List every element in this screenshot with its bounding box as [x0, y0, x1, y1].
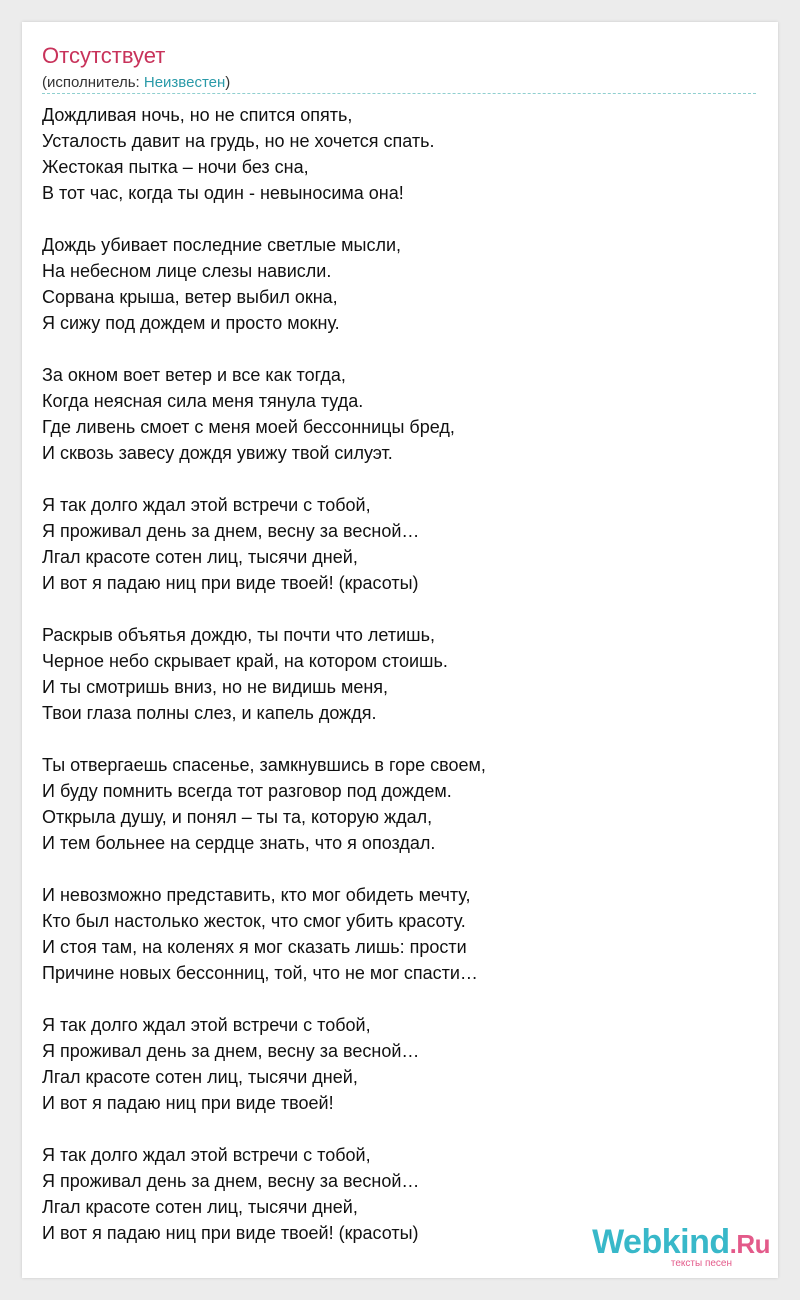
lyric-line: Я так долго ждал этой встречи с тобой,: [42, 1015, 371, 1035]
lyric-line: Лгал красоте сотен лиц, тысячи дней,: [42, 1197, 358, 1217]
logo-tagline: тексты песен: [670, 1258, 732, 1269]
lyric-line: Твои глаза полны слез, и капель дождя.: [42, 703, 377, 723]
lyric-line: Я так долго ждал этой встречи с тобой,: [42, 1145, 371, 1165]
lyric-line: И буду помнить всегда тот разговор под дождем.: [42, 781, 452, 801]
lyric-line: И невозможно представить, кто мог обидеть мечту,: [42, 885, 471, 905]
lyric-line: Когда неясная сила меня тянула туда.: [42, 391, 364, 411]
lyrics-body: [42, 102, 756, 1272]
stanza: [42, 882, 756, 986]
lyric-line: Я сижу под дождем и просто мокну.: [42, 313, 340, 333]
lyric-line: Я так долго ждал этой встречи с тобой,: [42, 495, 371, 515]
lyric-line: Причине новых бессонниц, той, что не мог спасти…: [42, 963, 478, 983]
lyric-line: Лгал красоте сотен лиц, тысячи дней,: [42, 547, 358, 567]
lyric-line: На небесном лице слезы нависли.: [42, 261, 332, 281]
lyric-line: Сорвана крыша, ветер выбил окна,: [42, 287, 338, 307]
lyric-line: В тот час, когда ты один - невыносима она!: [42, 183, 404, 203]
site-logo[interactable]: [570, 1224, 770, 1274]
logo-wordmark: [570, 1224, 770, 1262]
lyric-line: И вот я падаю ниц при виде твоей! (красоты): [42, 573, 419, 593]
stanza: [42, 622, 756, 726]
lyric-line: Я проживал день за днем, весну за весной…: [42, 1041, 420, 1061]
artist-label: (исполнитель:: [42, 74, 144, 91]
lyric-line: Дождь убивает последние светлые мысли,: [42, 235, 402, 255]
stanza: [42, 1012, 756, 1116]
lyric-line: Раскрыв объятья дождю, ты почти что летишь,: [42, 625, 435, 645]
lyric-line: Жестокая пытка – ночи без сна,: [42, 157, 309, 177]
lyric-line: Открыла душу, и понял – ты та, которую ждал,: [42, 807, 433, 827]
lyric-line: И ты смотришь вниз, но не видишь меня,: [42, 677, 389, 697]
lyric-line: Черное небо скрывает край, на котором стоишь.: [42, 651, 448, 671]
lyric-line: Я проживал день за днем, весну за весной…: [42, 1171, 420, 1191]
lyric-line: И стоя там, на коленях я мог сказать лишь: прости: [42, 937, 467, 957]
stanza: [42, 492, 756, 596]
lyric-line: За окном воет ветер и все как тогда,: [42, 365, 346, 385]
lyric-line: И вот я падаю ниц при виде твоей!: [42, 1093, 334, 1113]
lyric-line: Лгал красоте сотен лиц, тысячи дней,: [42, 1067, 358, 1087]
artist-line: [42, 73, 230, 93]
lyric-line: Где ливень смоет с меня моей бессонницы бред,: [42, 417, 455, 437]
artist-close: ): [225, 74, 231, 91]
lyric-line: Я проживал день за днем, весну за весной…: [42, 521, 420, 541]
logo-word: Webkind: [592, 1223, 730, 1261]
song-title: Отсутствует: [42, 43, 166, 68]
stanza: [42, 232, 756, 336]
lyric-line: И сквозь завесу дождя увижу твой силуэт.: [42, 443, 393, 463]
stanza: [42, 362, 756, 466]
lyrics-card: [22, 22, 778, 1278]
logo-tld: .Ru: [729, 1229, 770, 1259]
artist-link[interactable]: Неизвестен: [143, 74, 226, 91]
lyric-line: Дождливая ночь, но не спится опять,: [42, 105, 353, 125]
lyric-line: И вот я падаю ниц при виде твоей! (красоты): [42, 1223, 419, 1243]
lyric-line: Ты отвергаешь спасенье, замкнувшись в горе своем,: [42, 755, 486, 775]
lyric-line: Кто был настолько жесток, что смог убить красоту.: [42, 911, 466, 931]
lyric-line: И тем больнее на сердце знать, что я опоздал.: [42, 833, 436, 853]
stanza: [42, 102, 756, 206]
title-divider: [42, 93, 756, 94]
stanza: [42, 752, 756, 856]
lyric-line: Усталость давит на грудь, но не хочется спать.: [42, 131, 435, 151]
